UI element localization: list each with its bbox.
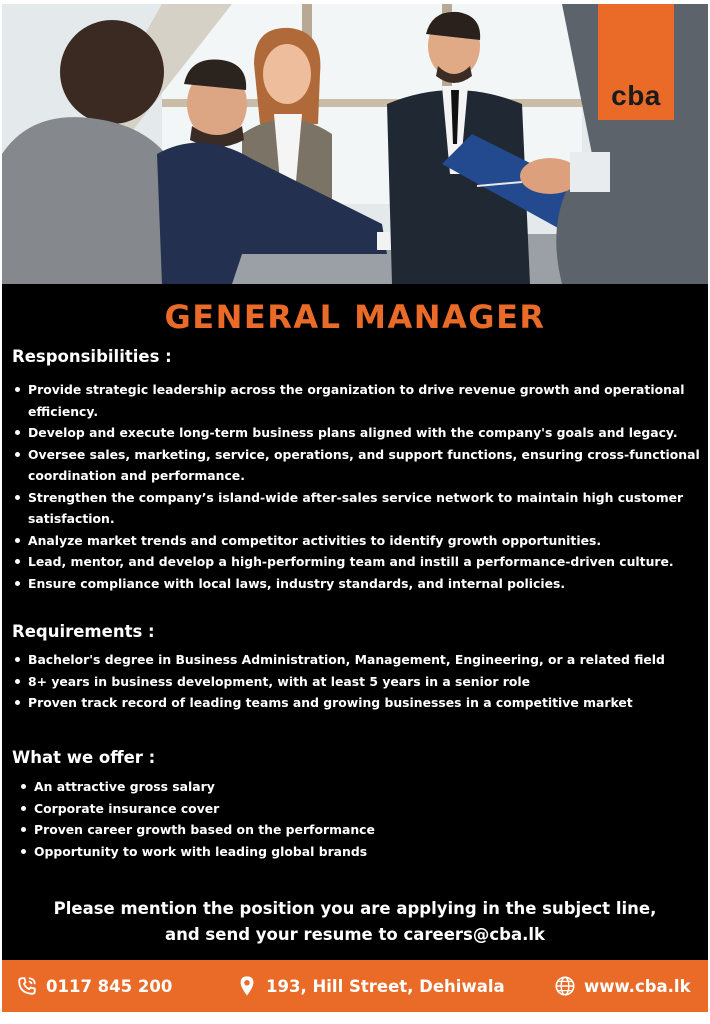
list-item: Analyze market trends and competitor activities to identify growth opportunities. xyxy=(12,530,702,552)
contact-footer xyxy=(2,960,708,1012)
job-title: GENERAL MANAGER xyxy=(164,298,546,336)
offer-list xyxy=(18,776,678,862)
list-item: Oversee sales, marketing, service, operations, and support functions, ensuring cross-functional coordination and performance. xyxy=(12,444,702,487)
responsibilities-heading: Responsibilities : xyxy=(12,347,172,366)
website-contact[interactable] xyxy=(554,960,691,1012)
logo-text: cba xyxy=(611,80,661,111)
list-item: Provide strategic leadership across the organization to drive revenue growth and operational efficiency. xyxy=(12,379,702,422)
list-item: Ensure compliance with local laws, industry standards, and internal policies. xyxy=(12,573,702,595)
list-item: Corporate insurance cover xyxy=(18,798,678,820)
list-item: Opportunity to work with leading global brands xyxy=(18,841,678,863)
list-item: Bachelor's degree in Business Administration, Management, Engineering, or a related field xyxy=(12,649,702,671)
address-text: 193, Hill Street, Dehiwala xyxy=(266,976,505,996)
list-item: Proven career growth based on the performance xyxy=(18,819,678,841)
apply-line-2: and send your resume to careers@cba.lk xyxy=(165,925,545,944)
website-url: www.cba.lk xyxy=(584,976,691,996)
requirements-heading: Requirements : xyxy=(12,622,155,641)
address-contact xyxy=(236,960,505,1012)
list-item: 8+ years in business development, with at least 5 years in a senior role xyxy=(12,671,702,693)
cba-logo xyxy=(598,4,674,120)
list-item: Strengthen the company’s island-wide after-sales service network to maintain high customer satisfaction. xyxy=(12,487,702,530)
list-item: Lead, mentor, and develop a high-performing team and instill a performance-driven culture. xyxy=(12,551,702,573)
phone-contact[interactable] xyxy=(16,960,172,1012)
location-pin-icon xyxy=(236,975,258,997)
phone-number: 0117 845 200 xyxy=(46,976,173,996)
globe-icon xyxy=(554,975,576,997)
offer-heading: What we offer : xyxy=(12,748,156,767)
phone-icon xyxy=(16,975,38,997)
list-item: An attractive gross salary xyxy=(18,776,678,798)
requirements-list xyxy=(12,649,702,714)
list-item: Develop and execute long-term business plans aligned with the company's goals and legacy. xyxy=(12,422,702,444)
application-instructions xyxy=(2,896,708,948)
responsibilities-list xyxy=(12,379,702,594)
apply-line-1: Please mention the position you are applying in the subject line, xyxy=(53,899,657,918)
content-panel xyxy=(2,284,708,960)
list-item: Proven track record of leading teams and growing businesses in a competitive market xyxy=(12,692,702,714)
